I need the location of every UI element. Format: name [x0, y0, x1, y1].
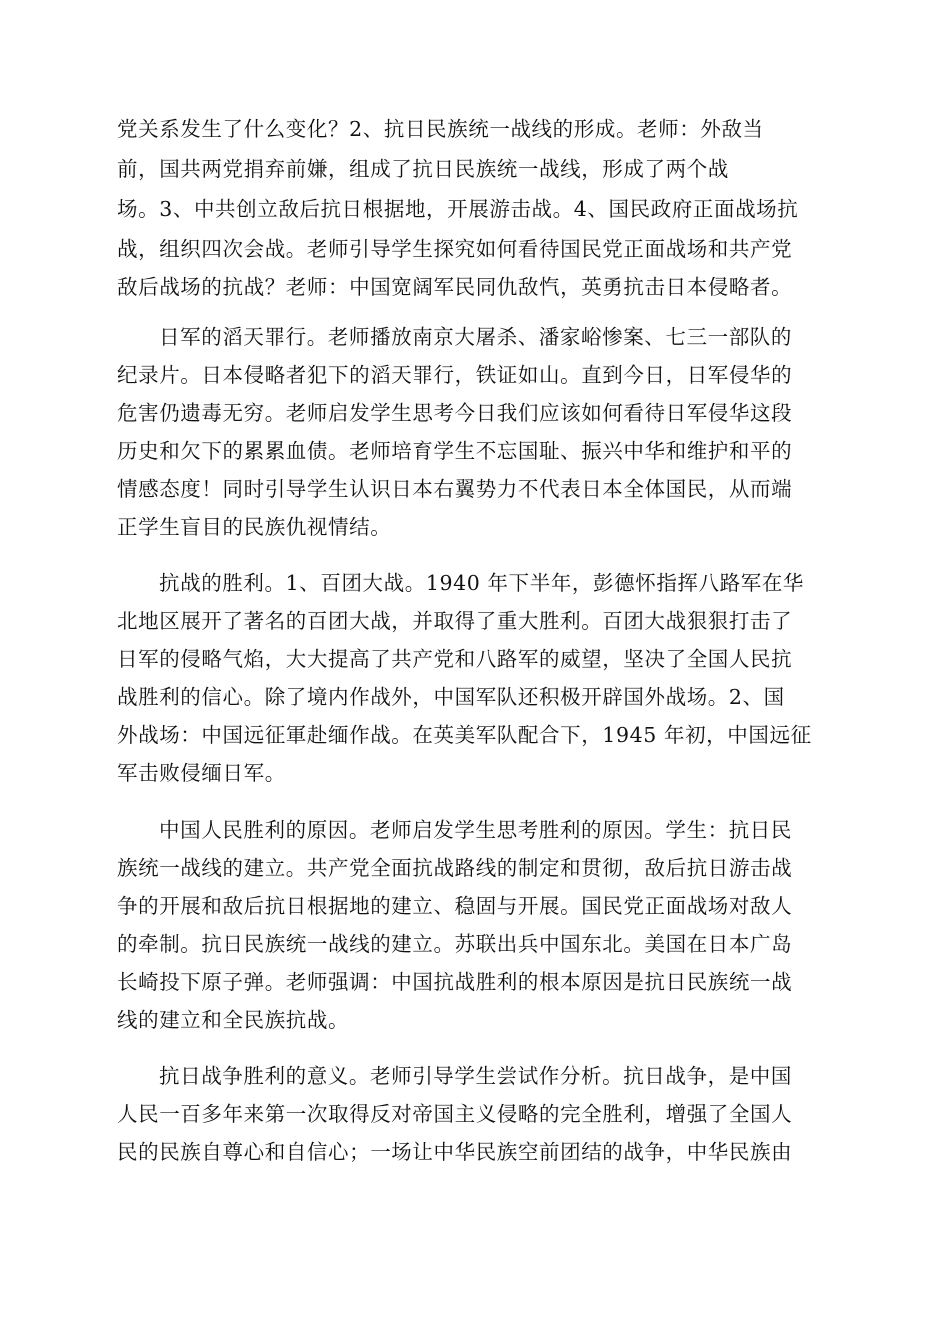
text-line: 北地区展开了著名的百团大战，并取得了重大胜利。百团大战狠狠打击了 — [117, 609, 793, 633]
text-line: 纪录片。日本侵略者犯下的滔天罪行，铁证如山。直到今日，日军侵华的 — [117, 363, 793, 387]
text-line: 党关系发生了什么变化？2、抗日民族统一战线的形成。老师：外敌当 — [117, 117, 764, 141]
text-line: 争的开展和敌后抗日根据地的建立、稳固与开展。国民党正面战场对敌人 — [117, 894, 793, 918]
text-line: 抗日战争胜利的意义。老师引导学生尝试作分析。抗日战争，是中国 — [159, 1064, 792, 1088]
text-line: 中国人民胜利的原因。老师启发学生思考胜利的原因。学生：抗日民 — [159, 818, 792, 842]
text-line: 情感态度！同时引导学生认识日本右翼势力不代表日本全体国民，从而端 — [117, 477, 793, 501]
text-line: 人民一百多年来第一次取得反对帝国主义侵略的完全胜利，增强了全国人 — [117, 1102, 793, 1126]
text-line: 危害仍遗毒无穷。老师启发学生思考今日我们应该如何看待日军侵华这段 — [117, 401, 793, 425]
text-line: 抗战的胜利。1、百团大战。1940 年下半年，彭德怀指挥八路军在华 — [159, 571, 805, 595]
text-line: 前，国共两党捐弃前嫌，组成了抗日民族统一战线，形成了两个战 — [117, 157, 729, 181]
text-line: 场。3、中共创立敌后抗日根据地，开展游击战。4、国民政府正面战场抗 — [117, 197, 799, 221]
text-line: 长崎投下原子弹。老师强调：中国抗战胜利的根本原因是抗日民族统一战 — [117, 970, 793, 994]
text-line: 战胜利的信心。除了境内作战外，中国军队还积极开辟国外战场。2、国 — [117, 685, 785, 709]
text-line: 军击败侵缅日军。 — [117, 761, 286, 785]
text-line: 外战场：中国远征軍赴缅作战。在英美军队配合下，1945 年初，中国远征 — [117, 723, 812, 747]
text-line: 历史和欠下的累累血债。老师培育学生不忘国耻、振兴中华和维护和平的 — [117, 439, 793, 463]
text-line: 日军的滔天罪行。老师播放南京大屠杀、潘家峪惨案、七三一部队的 — [159, 325, 792, 349]
text-line: 正学生盲目的民族仇视情结。 — [117, 515, 392, 539]
text-line: 族统一战线的建立。共产党全面抗战路线的制定和贯彻，敌后抗日游击战 — [117, 856, 793, 880]
text-line: 线的建立和全民族抗战。 — [117, 1008, 350, 1032]
text-line: 战，组织四次会战。老师引导学生探究如何看待国民党正面战场和共产党 — [117, 237, 793, 261]
text-line: 敌后战场的抗战？老师：中国宽阔军民同仇敌忾，英勇抗击日本侵略者。 — [117, 275, 793, 299]
text-line: 民的民族自尊心和自信心；一场让中华民族空前团结的战争，中华民族由 — [117, 1140, 793, 1164]
text-line: 的牵制。抗日民族统一战线的建立。苏联出兵中国东北。美国在日本广岛 — [117, 932, 793, 956]
text-line: 日军的侵略气焰，大大提高了共产党和八路军的威望，坚决了全国人民抗 — [117, 647, 793, 671]
